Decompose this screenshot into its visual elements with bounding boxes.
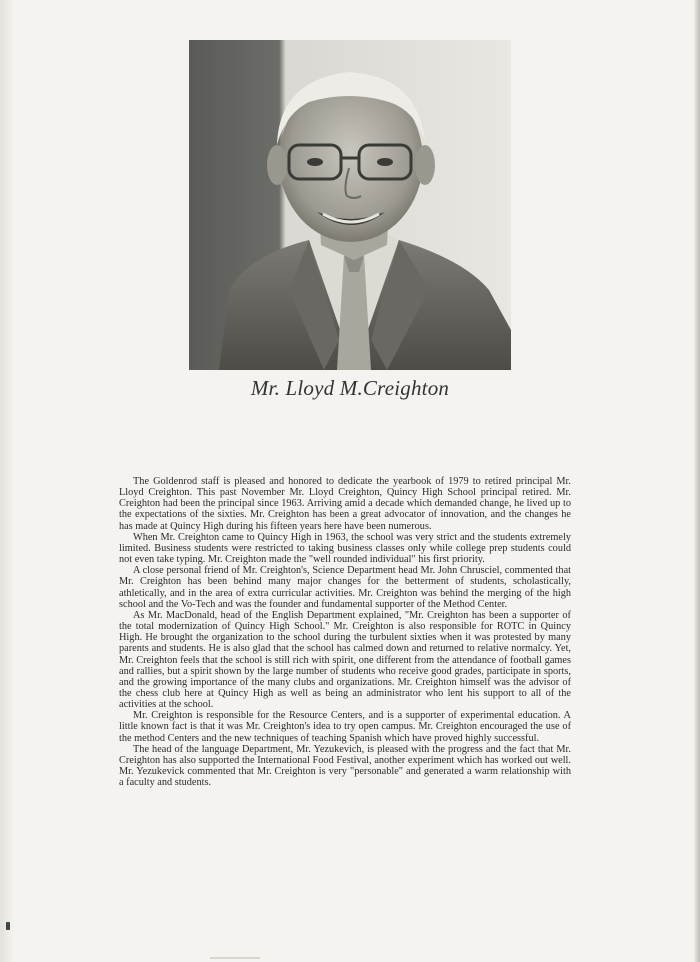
- bottom-rule: [210, 957, 260, 959]
- page-right-edge: [694, 0, 700, 962]
- article-paragraph: Mr. Creighton is responsible for the Resource Centers, and is a supporter of experimental education. A little known fact is that it was Mr. Creighton's idea to try open campus. Mr. Creighton encouraged the use of the method Centers and the new techniques of teaching Spanish which have proved highly successful.: [119, 710, 571, 744]
- portrait-photo: [189, 40, 511, 370]
- article-paragraph: The head of the language Department, Mr. Yezukevich, is pleased with the progress and the fact that Mr. Creighton has also supported the International Food Festival, another experiment which has worked out well. Mr. Yezukevick commented that Mr. Creighton is very "personable" and generated a warm relationship with a faculty and students.: [119, 743, 571, 789]
- article-paragraph: The Goldenrod staff is pleased and honored to dedicate the yearbook of 1979 to retired principal Mr. Lloyd Creighton. This past November Mr. Lloyd Creighton, Quincy High School principal retired. Mr. Creighton had been the principal since 1963. Arriving amid a decade which demanded change, he lived up to the expectations of the sixties. Mr. Creighton has been a great advocator of innovation, and the changes he has made at Quincy High during his fifteen years here have been numerous.: [119, 476, 571, 532]
- dedication-article: [119, 476, 571, 788]
- article-paragraph: When Mr. Creighton came to Quincy High in 1963, the school was very strict and the students extremely limited. Business students were restricted to taking business classes only while college prep students could not even take typing. Mr. Creighton made the "well rounded individual" his first priority.: [119, 531, 571, 566]
- page-left-edge: [0, 0, 14, 962]
- margin-mark: [6, 922, 10, 930]
- article-paragraph: As Mr. MacDonald, head of the English Department explained, "Mr. Creighton has been a supporter of the total modernization of Quincy High School." Mr. Creighton is also responsible for ROTC in Quincy High. He brought the organization to the school during the turbulent sixties when it was protested by many parents and students. He is also glad that the school has calmed down and returned to relative normalcy. Yet, Mr. Creighton feels that the school is still rich with spirit, one different from the attendance of football games and rallies, but a spirit shown by the large number of students who receive good grades, participate in sports, and the growing importance of the many clubs and organizations. Mr. Creighton himself was the advisor of the chess club here at Quincy High as well as being an administrator who lent his support to all of the activities at the school.: [119, 609, 571, 711]
- photo-caption: Mr. Lloyd M.Creighton: [250, 376, 450, 400]
- portrait-illustration: [189, 40, 511, 370]
- article-paragraph: A close personal friend of Mr. Creighton's, Science Department head Mr. John Chrusciel, commented that Mr. Creighton has been behind many major changes for the betterment of students, scholastically, athletically, and in the area of extra curricular activities. Mr. Creighton was behind the merging of the high school and the Vo-Tech and was the founder and fundamental supporter of the Method Center.: [119, 565, 571, 610]
